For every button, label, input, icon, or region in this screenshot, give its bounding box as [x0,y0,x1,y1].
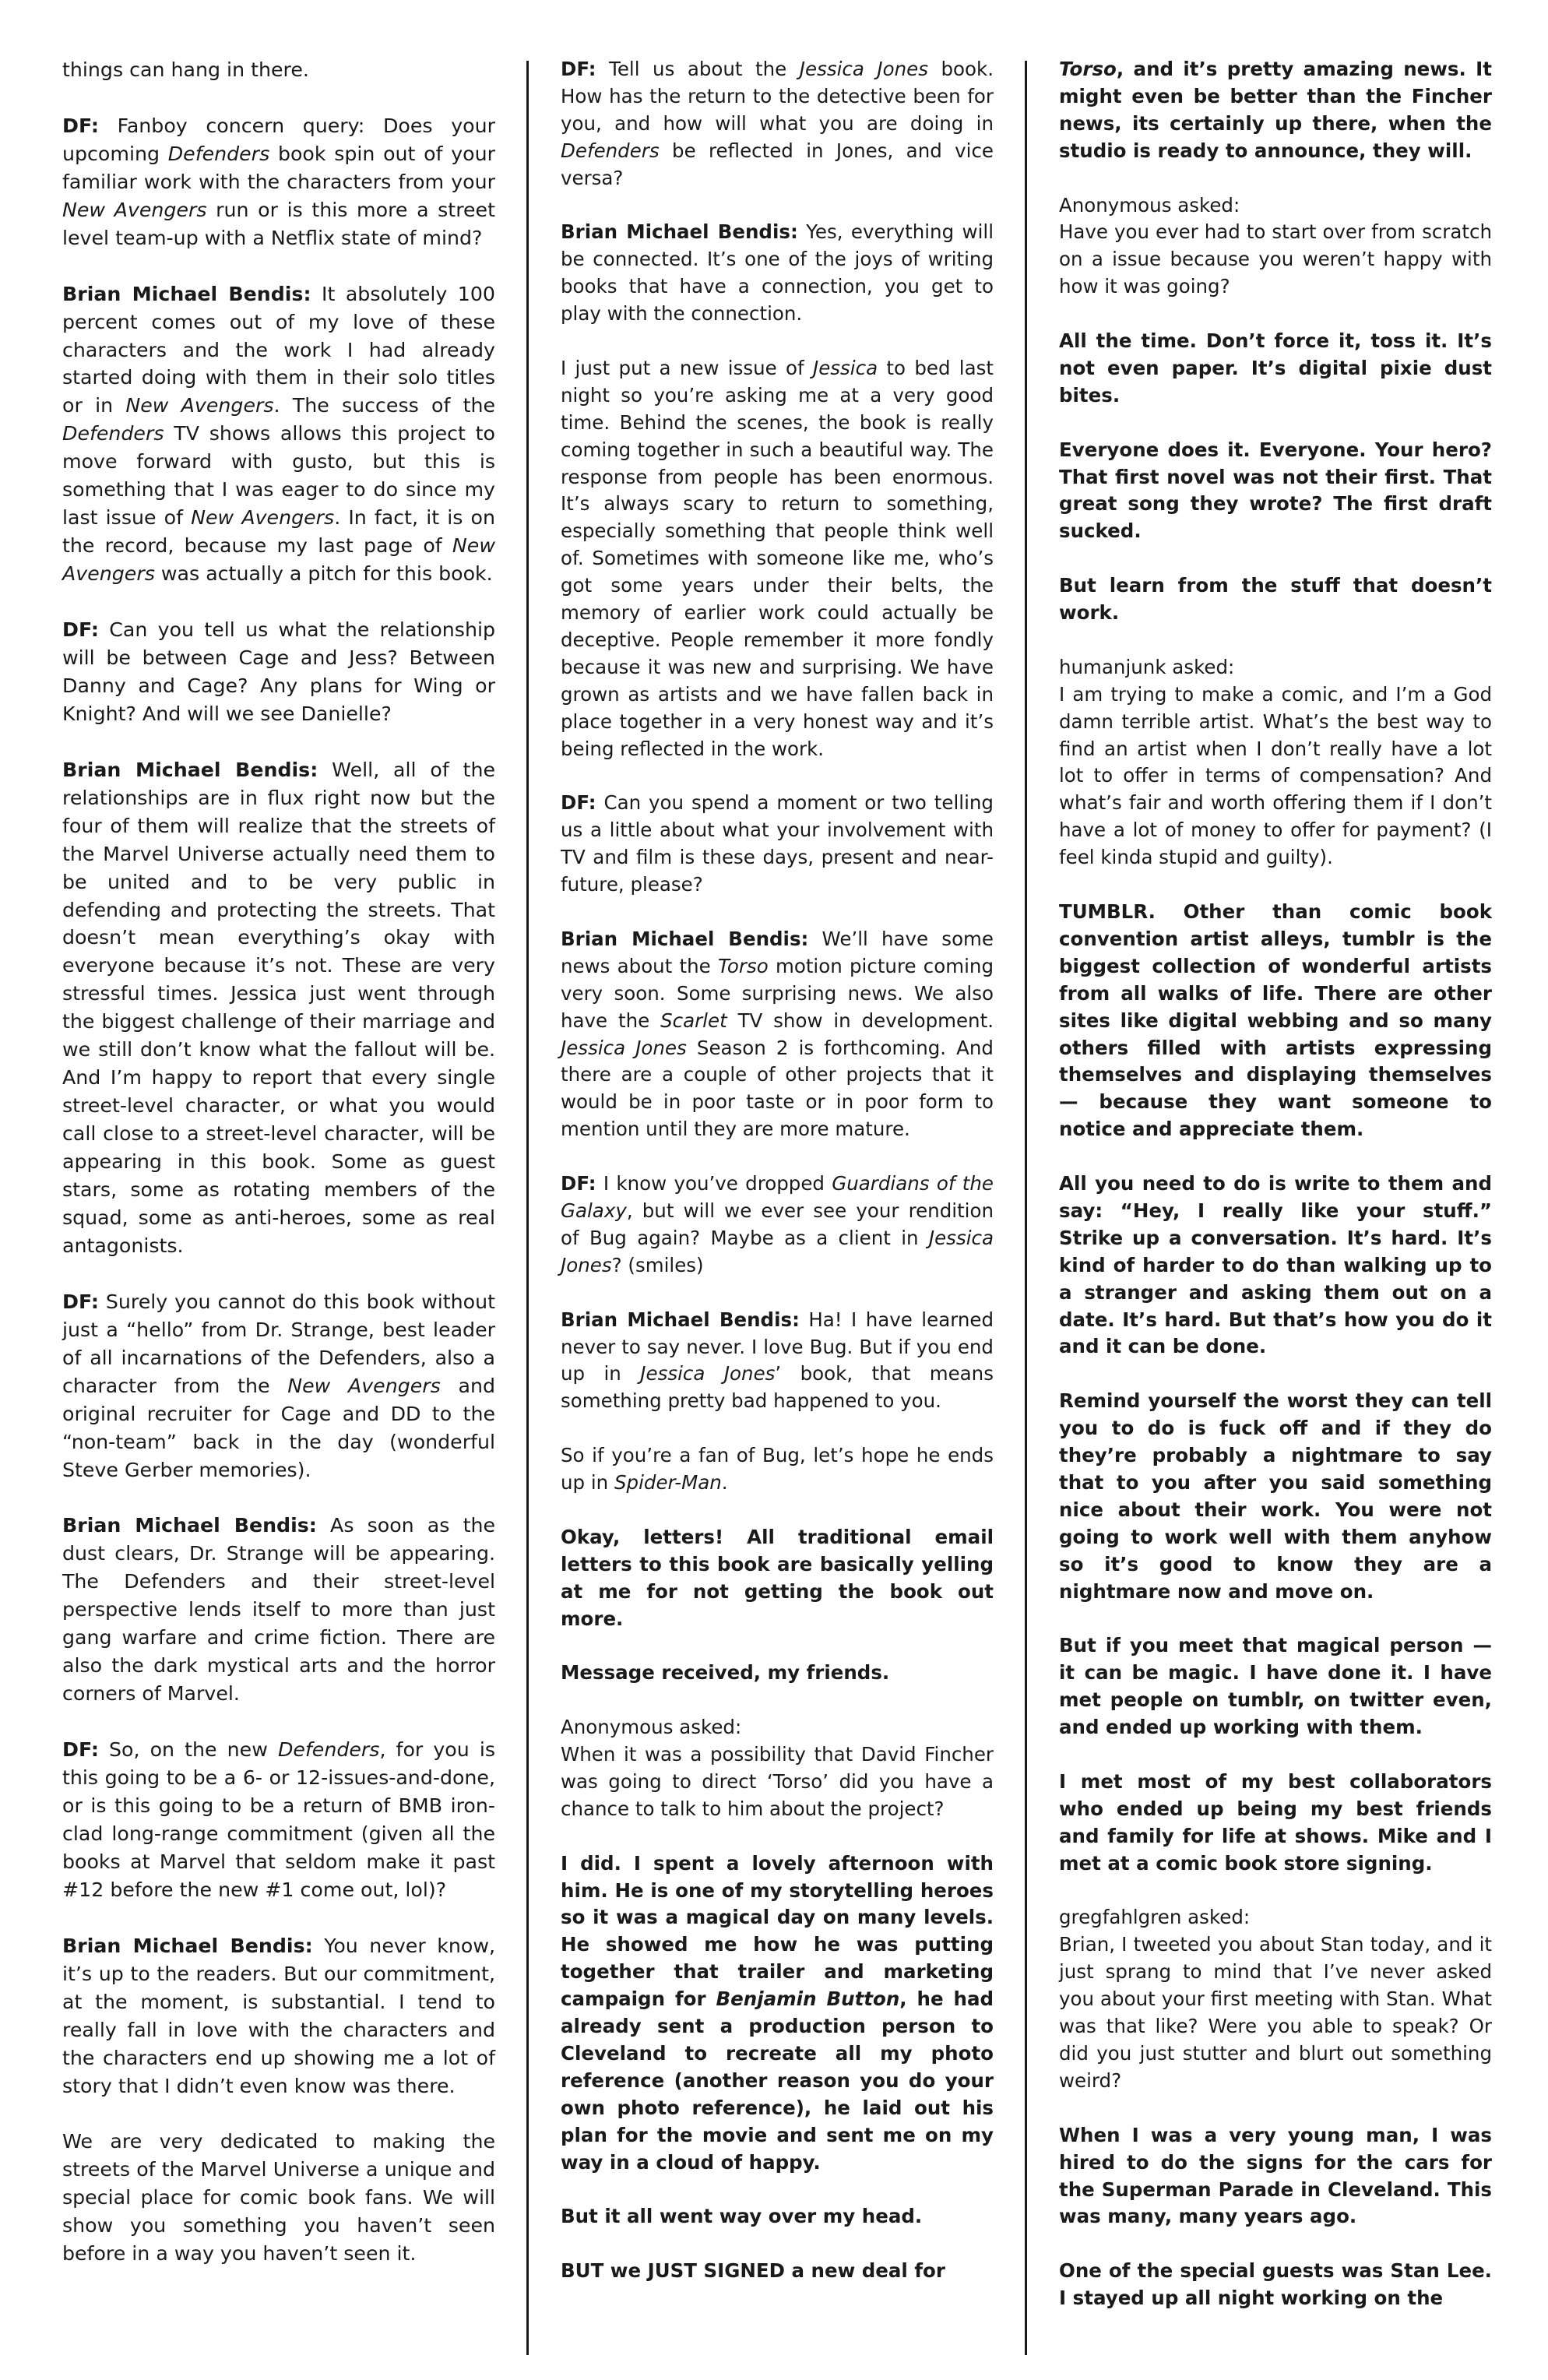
paragraph [561,2203,994,2230]
paragraph [1059,437,1492,546]
title-reference: Defenders [277,1738,380,1762]
speaker-label: Brian Michael Bendis: [62,758,318,781]
text-run: Well, all of the relationships are in flux right now but the four of them will realize that the streets of the Marvel Universe actually need them to be united and to be very public in defending and protecting the streets. That doesn’t mean everything’s okay with everyone because it’s not. These are very stressful times. Jessica just went through the biggest challenge of their marriage and we still don’t know what the fallout will be. And I’m happy to report that every single street-level character, or what you would call close to a street-level character, will be appearing in this book. Some as guest stars, some as rotating members of the squad, some as anti-heroes, some as real antagonists. [62,758,495,1257]
column-divider [526,61,529,2355]
text-run: One of the special guests was Stan Lee. I stayed up all night working on the [1059,2259,1492,2310]
text-run: Can you tell us what the relationship will be between Cage and Jess? Between Danny and Cage? Any plans for Wing or Knight? And will we see Danielle? [62,618,495,725]
speaker-label: DF: [62,114,99,137]
text-run: Yes, everything will be connected. It’s one of the joys of writing books that have a connection, you get to play with the connection. [561,220,994,326]
text-run: Anonymous asked: [561,1716,742,1739]
text-run: But learn from the stuff that doesn’t work. [1059,574,1492,625]
text-run: things can hang in there. [62,58,309,81]
text-run: . In fact, it is on the record, because my last page of [62,506,495,558]
title-reference: Defenders [62,422,164,445]
text-run: TV show in development. [727,1009,994,1032]
title-reference: Guardians of the Galaxy [561,1172,994,1222]
title-reference: New Avengers [191,506,335,530]
text-run: Everyone does it. Everyone. Your hero? That first novel was not their first. That great song they wrote? The first draft sucked. [1059,438,1492,543]
paragraph [1059,1171,1492,1361]
text-run: I did. I spent a lovely afternoon with him. He is one of my storytelling heroes so it was a magical day on many levels. He showed me how he was putting together that trailer and marketing campaign for [561,1851,994,2011]
text-run: BUT we JUST SIGNED a new deal for [561,2259,945,2283]
paragraph [1059,1388,1492,1605]
paragraph [1059,56,1492,165]
paragraph [561,926,994,1143]
paragraph [561,1307,994,1416]
text-run: Surely you cannot do this book without just a “hello” from Dr. Strange, best leader of all incarnations of the Defenders, also a character from the [62,1290,495,1397]
paragraph [1059,899,1492,1143]
text-run: I just put a new issue of [561,356,813,379]
paragraph [561,2258,994,2285]
paragraph [1059,2122,1492,2231]
paragraph [62,1932,495,2100]
speaker-label: DF: [62,618,99,642]
title-reference: Jessica Jones [640,1362,776,1385]
text-run: So, on the new [98,1738,278,1762]
text-run: book. How has the return to the detective been for you, and how will what you are doing in [561,58,994,135]
paragraph [561,355,994,763]
title-reference: Jessica [812,356,878,379]
paragraph [1059,1632,1492,1741]
text-run: Anonymous asked: [1059,193,1240,217]
text-run: Fanboy concern query: Does your upcoming [62,114,495,165]
paragraph [561,790,994,899]
paragraph [561,1714,994,1823]
title-reference: Jessica Jones [561,1036,687,1059]
paragraph [62,280,495,588]
text-run: Brian, I tweeted you about Stan today, and it just sprang to mind that I’ve never asked you about your first meeting with Stan. What was that like? Were you able to speak? Or did you just stutter and blurt out something weird? [1059,1933,1492,2092]
text-column-3 [1059,56,1492,2340]
text-run: , but will we ever see your rendition of Bug again? Maybe as a client in [561,1199,994,1249]
paragraph [561,1442,994,1497]
paragraph [1059,2258,1492,2312]
title-reference: New Avengers [62,198,207,221]
text-run: to bed last night so you’re asking me at a very good time. Behind the scenes, the book is really coming together in such a beautiful way. The response from people has been enormous. It’s always scary to return to something, especially something that people think well of. Sometimes with someone like me, who’s got some years under their belts, the memory of earlier work could actually be deceptive. People remember it more fondly because it was new and surprising. We have grown as artists and we have fallen back in place together in a very honest way and it’s being reflected in the work. [561,356,994,760]
text-run: But it all went way over my head. [561,2205,923,2228]
text-run: , for you is this going to be a 6- or 12-issues-and-done, or is this going to be a return of BMB iron-clad long-range commitment (given all the books at Marvel that seldom make it past #12 before the new #1 come out, lol)? [62,1738,496,1901]
text-run: When I was a very young man, I was hired to do the signs for the cars for the Superman Parade in Cleveland. This was many, many years ago. [1059,2123,1492,2228]
title-reference: Jessica Jones [561,1226,994,1276]
speaker-label: Brian Michael Bendis: [62,1934,313,1957]
speaker-label: Brian Michael Bendis: [561,220,798,244]
paragraph [62,56,495,84]
title-reference: New Avengers [62,534,495,586]
paragraph [1059,192,1492,301]
text-run: Remind yourself the worst they can tell you to do is fuck off and if they do they’re probably a nightmare to say that to you after you said something nice about their work. You were not going to work well with them anyhow so it’s good to know they are a nightmare now and move on. [1059,1389,1492,1603]
speaker-label: DF: [561,791,596,815]
text-run: We are very dedicated to making the streets of the Marvel Universe a unique and special place for comic book fans. We will show you something you haven’t seen before in a way you haven’t seen it. [62,2130,495,2266]
text-run: run or is this more a street level team-up with a Netflix state of mind? [62,198,495,249]
text-run: motion picture coming very soon. Some surprising news. We also have the [561,954,994,1032]
text-run: , and it’s pretty amazing news. It might even be better than the Fincher news, its certainly up there, when the studio is ready to announce, they will. [1059,58,1492,162]
paragraph [62,112,495,252]
paragraph [1059,328,1492,410]
speaker-label: DF: [62,1738,99,1762]
speaker-label: Brian Michael Bendis: [62,282,311,305]
paragraph [62,616,495,728]
paragraph [62,1512,495,1708]
paragraph [1059,654,1492,871]
paragraph [62,756,495,1260]
paragraph [561,219,994,328]
text-run: It absolutely 100 percent comes out of my love of these characters and the work I had already started doing with them in their solo titles or in [62,282,495,417]
text-run: Message received, my friends. [561,1661,890,1685]
title-reference: Torso [717,954,769,977]
paragraph [62,2128,495,2268]
title-reference: Defenders [561,139,660,162]
title-reference: Jessica Jones [799,58,928,80]
text-run: We’ll have some news about the [561,927,994,977]
speaker-label: DF: [561,1172,596,1195]
text-run: ? (smiles) [611,1253,704,1276]
text-run: was actually a pitch for this book. [154,562,493,586]
paragraph [1059,572,1492,627]
text-run: humanjunk asked: [1059,655,1235,678]
text-run: But if you meet that magical person — it can be magic. I have done it. I have met people on tumblr, on twitter even, and ended up working with them. [1059,1634,1492,1739]
text-run: Can you spend a moment or two telling us a little about what your involvement with TV and film is these days, present and near-future, please? [561,791,994,896]
text-column-2 [561,56,994,2312]
text-run: Tell us about the [596,58,800,80]
text-run: Okay, letters! All traditional email letters to this book are basically yelling at me for not getting the book out more. [561,1525,994,1630]
title-reference: Torso [1059,58,1117,80]
text-run: Season 2 is forthcoming. And there are a couple of other projects that it would be in poor taste or in poor form to mention until they are more mature. [561,1036,994,1141]
text-run: As soon as the dust clears, Dr. Strange will be appearing. The Defenders and their street-level perspective lends itself to more than just gang warfare and crime fiction. There are also the dark mystical arts and the horror corners of Marvel. [62,1514,496,1706]
text-run: book spin out of your familiar work with the characters from your [62,142,495,193]
title-reference: Defenders [167,142,270,165]
speaker-label: Brian Michael Bendis: [561,1308,800,1331]
paragraph [561,1171,994,1280]
text-run: TV shows allows this project to move forward with gusto, but this is something that I was eager to do since my last issue of [62,422,495,530]
text-run: be reflected in Jones, and vice versa? [561,139,994,189]
text-run: All you need to do is write to them and say: “Hey, I really like your stuff.” Strike up a conversation. It’s hard. It’s kind of harder to do than walking up to a stranger and asking them out on a date. It’s hard. But that’s how you do it and it can be done. [1059,1172,1492,1358]
text-run: and original recruiter for Cage and DD to the “non-team” back in the day (wonderful Steve Gerber memories). [62,1374,496,1481]
text-run: Ha! I have learned never to say never. I love Bug. But if you end up in [561,1308,994,1385]
title-reference: Scarlet [660,1009,727,1032]
text-run: I am trying to make a comic, and I’m a God damn terrible artist. What’s the best way to find an artist when I don’t really have a lot lot to offer in terms of compensation? And what’s fair and worth offering them if I don’t have a lot of money to offer for payment? (I feel kinda stupid and guilty). [1059,682,1492,869]
text-run: I met most of my best collaborators who ended up being my best friends and family for life at shows. Mike and I met at a comic book store signing. [1059,1769,1492,1875]
paragraph [1059,1904,1492,2094]
text-run: , he had already sent a production person to Cleveland to recreate all my photo reference (another reason you do your own photo reference), he laid out his plan for the movie and sent me on my way in a cloud of happy. [561,1987,994,2174]
paragraph [62,1288,495,1484]
title-reference: New Avengers [125,394,274,417]
title-reference: Spider-Man [614,1471,722,1495]
text-run: So if you’re a fan of Bug, let’s hope he ends up in [561,1444,994,1495]
text-run: ’ book, that means something pretty bad happened to you. [561,1362,994,1413]
speaker-label: Brian Michael Bendis: [561,927,809,950]
paragraph [561,1660,994,1687]
text-run: You never know, it’s up to the readers. But our commitment, at the moment, is substantial. I tend to really fall in love with the characters and the characters end up showing me a lot of story that I didn’t even know was there. [62,1934,495,2097]
text-run: All the time. Don’t force it, toss it. It’s not even paper. It’s digital pixie dust bites. [1059,329,1492,407]
paragraph [561,1850,994,2177]
title-reference: Benjamin Button [716,1987,900,2011]
text-column-1 [62,56,495,2296]
paragraph [561,56,994,192]
text-run: TUMBLR. Other than comic book convention artist alleys, tumblr is the biggest collection of wonderful artists from all walks of life. There are other sites like digital webbing and so many others filled with artists expressing themselves and displaying themselves — because they want someone to notice and appreciate them. [1059,900,1492,1141]
paragraph [62,1736,495,1904]
speaker-label: Brian Michael Bendis: [62,1514,317,1537]
speaker-label: DF: [62,1290,99,1313]
text-run: gregfahlgren asked: [1059,1906,1251,1929]
text-run: . [721,1471,728,1495]
paragraph [1059,1769,1492,1878]
column-divider [1025,61,1027,2355]
text-run: . The success of the [273,394,496,417]
paragraph [561,1524,994,1633]
title-reference: New Avengers [287,1374,441,1397]
speaker-label: DF: [561,58,596,80]
text-run: When it was a possibility that David Fincher was going to direct ‘Torso’ did you have a chance to talk to him about the project? [561,1743,994,1820]
text-run: I know you’ve dropped [596,1172,832,1195]
text-run: Have you ever had to start over from scratch on a issue because you weren’t happy with how it was going? [1059,220,1492,298]
